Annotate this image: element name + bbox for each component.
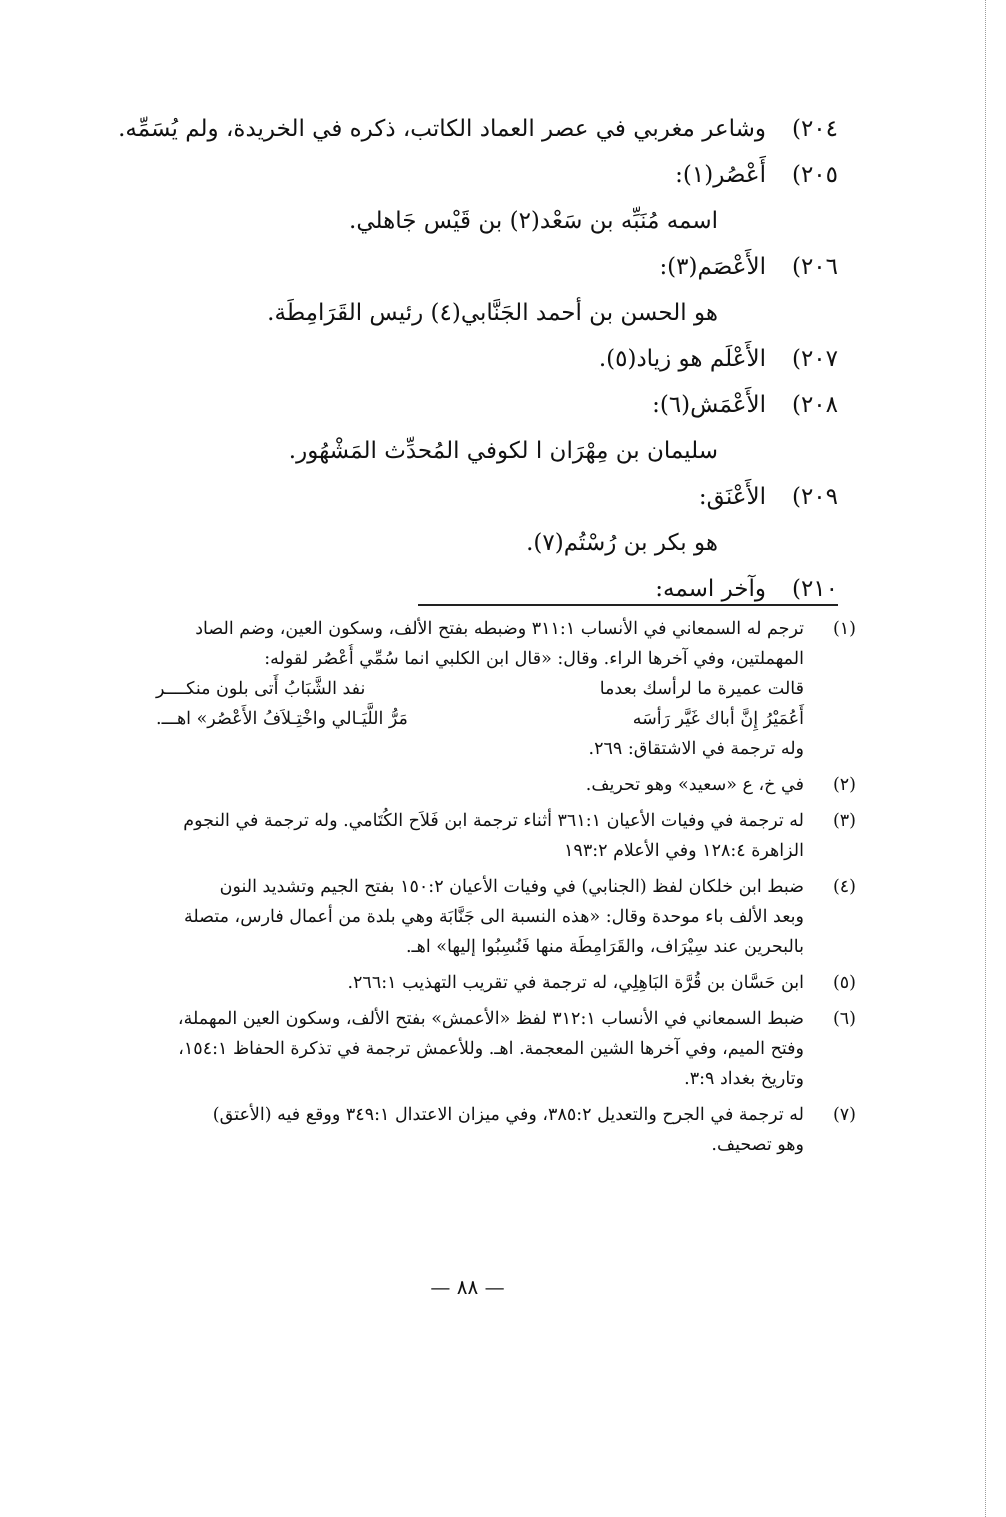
- footnote-line: ضبط ابن خلكان لفظ (الجنابي) في وفيات الأعيان ١٥٠:٢ بفتح الجيم وتشديد النون: [219, 877, 804, 897]
- footnotes: [116, 614, 856, 1166]
- entry-text: الأَعْنَق:: [698, 484, 766, 510]
- footnote-6: [116, 1004, 856, 1094]
- entry-210: [118, 572, 838, 606]
- poem-verse: [116, 674, 804, 704]
- footnote-line: المهملتين، وفي آخرها الراء. وقال: «قال ابن الكلبي انما سُمِّي أُعْصُر لقوله:: [264, 649, 804, 669]
- entry-text: وآخر اسمه:: [655, 576, 766, 602]
- footnote-line: وبعد الألف باء موحدة وقال: «هذه النسبة الى جَنَّابَة وهي بلدة من أعمال فارس، متصلة: [183, 907, 804, 927]
- entry-207: [118, 342, 838, 376]
- footnote-line: له ترجمة في وفيات الأعيان ٣٦١:١ أثناء ترجمة ابن فَلاَح الكُتَامي. وله ترجمة في النجوم: [183, 811, 804, 831]
- footnote-body: [116, 1100, 804, 1160]
- entry-number: ٢٠٩): [791, 484, 838, 510]
- footnote-number: (٦): [832, 1009, 856, 1029]
- footnote-line: ابن حَسَّان بن قُرَّة البَاهِلِي، له ترجمة في تقريب التهذيب ٢٦٦:١.: [347, 973, 804, 993]
- entry-206: [118, 250, 838, 284]
- footnote-body: [116, 614, 804, 764]
- footnote-body: [116, 770, 804, 800]
- footnote-line: وله ترجمة في الاشتقاق: ٢٦٩.: [588, 739, 804, 759]
- entry-number: ٢٠٧): [791, 346, 838, 372]
- footnote-line: في خ، ع «سعيد» وهو تحريف.: [585, 775, 804, 795]
- footnote-line: الزاهرة ١٢٨:٤ وفي الأعلام ١٩٣:٢: [564, 841, 804, 861]
- footnote-number: (١): [832, 619, 856, 639]
- entry-number: ٢٠٤): [791, 116, 838, 142]
- footnote-number: (٧): [832, 1105, 856, 1125]
- footnote-7: [116, 1100, 856, 1160]
- verse-second-hemistich: نفد الشَّبَابُ أَتى بلون منكــــر: [156, 679, 366, 699]
- footnote-line: ترجم له السمعاني في الأنساب ٣١١:١ وضبطه بفتح الألف، وسكون العين، وضم الصاد: [195, 619, 804, 639]
- poem-verse: [116, 704, 804, 734]
- entry-text: وشاعر مغربي في عصر العماد الكاتب، ذكره في الخريدة، ولم يُسَمِّه.: [118, 116, 766, 142]
- footnote-line: وفتح الميم، وفي آخرها الشين المعجمة. اهـ. وللأعمش ترجمة في تذكرة الحفاظ ١٥٤:١،: [178, 1039, 804, 1059]
- main-entries: [118, 112, 838, 618]
- footnote-line: وهو تصحيف.: [711, 1135, 804, 1155]
- entry-number: ٢٠٨): [791, 392, 838, 418]
- footnote-2: [116, 770, 856, 800]
- footnote-number: (٢): [832, 775, 856, 795]
- footnote-body: [116, 1004, 804, 1094]
- entry-text: الأَعْلَم هو زياد(٥).: [598, 346, 766, 372]
- footnote-4: [116, 872, 856, 962]
- verse-first-hemistich: قالت عميرة ما لرأسك بعدما: [599, 679, 804, 699]
- footnote-line: ضبط السمعاني في الأنساب ٣١٢:١ لفظ «الأعمش» بفتح الألف، وسكون العين المهملة،: [177, 1009, 804, 1029]
- footnote-number: (٤): [832, 877, 856, 897]
- entry-206-detail: هو الحسن بن أحمد الجَنَّابي(٤) رئيس القَرَامِطَة.: [267, 300, 718, 326]
- entry-text: أَعْصُر(١):: [675, 162, 766, 188]
- footnote-3: [116, 806, 856, 866]
- footnote-5: [116, 968, 856, 998]
- footnote-number: (٣): [832, 811, 856, 831]
- entry-text: الأَعْمَش(٦):: [652, 392, 766, 418]
- verse-first-hemistich: أَعُمَيْرُ إِنَّ أباك غَيَّر رَأسَه: [632, 709, 804, 729]
- page-number: — ٨٨ —: [430, 1275, 505, 1299]
- entry-209: [118, 480, 838, 514]
- entry-number: ٢١٠): [791, 576, 838, 602]
- entry-205: [118, 158, 838, 192]
- footnote-number: (٥): [832, 973, 856, 993]
- entry-208: [118, 388, 838, 422]
- footnote-line: وتاريخ بغداد ٣:٩.: [684, 1069, 804, 1089]
- entry-text: الأَعْصَم(٣):: [659, 254, 766, 280]
- entry-number: ٢٠٦): [791, 254, 838, 280]
- entry-204: [118, 112, 838, 146]
- footnote-body: [116, 806, 804, 866]
- entry-208-detail: سليمان بن مِهْرَان ا لكوفي المُحدِّث المَشْهُور.: [288, 438, 718, 464]
- footnote-line: بالبحرين عند سِيْرَاف، والقَرَامِطَة منها فَنُسِبُوا إليها» اهـ.: [405, 937, 804, 957]
- entry-209-detail: هو بكر بن رُسْتُم(٧).: [526, 530, 718, 556]
- page-edge-dotted-line: [985, 0, 986, 1517]
- entry-number: ٢٠٥): [791, 162, 838, 188]
- footnote-1: [116, 614, 856, 764]
- footnote-line: له ترجمة في الجرح والتعديل ٣٨٥:٢، وفي ميزان الاعتدال ٣٤٩:١ ووقع فيه (الأعتق): [212, 1105, 804, 1125]
- footnote-body: [116, 968, 804, 998]
- footnote-body: [116, 872, 804, 962]
- verse-second-hemistich: مَرُّ اللَّيَـالي واخْتِـلاَفُ الأَعْصُر» اهـــ.: [156, 709, 408, 729]
- footnote-separator: [418, 604, 838, 606]
- entry-205-detail: اسمه مُنَبِّه بن سَعْد(٢) بن قَيْس جَاهلي.: [349, 208, 718, 234]
